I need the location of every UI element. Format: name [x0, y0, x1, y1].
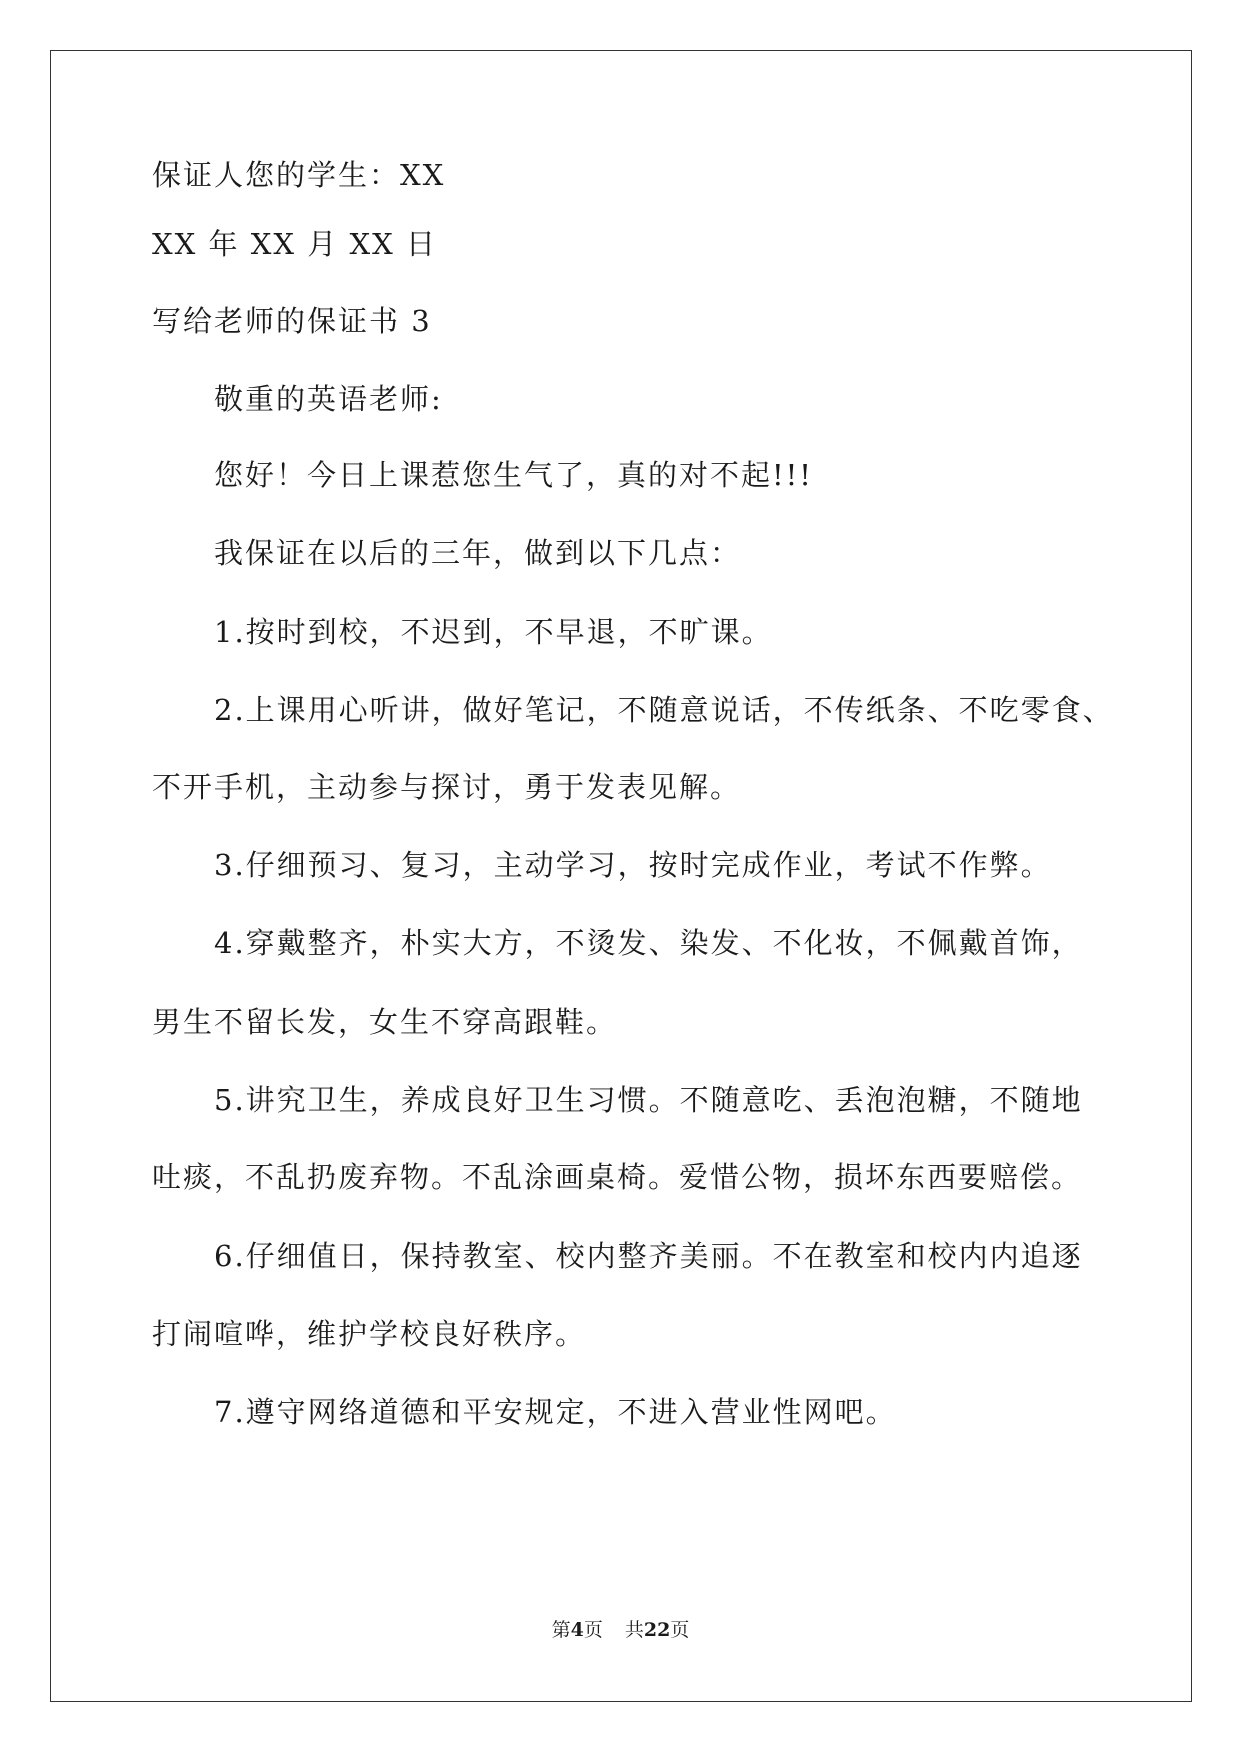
footer-prefix: 第: [551, 1619, 571, 1641]
item-2-line-1: 2.上课用心听讲，做好笔记，不随意说话，不传纸条、不吃零食、: [214, 693, 1114, 727]
item-4-line-1: 4.穿戴整齐，朴实大方，不烫发、染发、不化妆，不佩戴首饰，: [214, 926, 1083, 960]
item-6-line-2: 打闹喧哗，维护学校良好秩序。: [152, 1317, 587, 1351]
item-4-line-2: 男生不留长发，女生不穿高跟鞋。: [152, 1005, 618, 1039]
item-1: 1.按时到校，不迟到，不早退，不旷课。: [214, 615, 773, 649]
page-footer: [0, 1618, 1241, 1642]
guarantor-line: 保证人您的学生：XX: [152, 158, 446, 192]
salutation: 敬重的英语老师:: [214, 382, 443, 416]
paragraph-intro: 我保证在以后的三年，做到以下几点：: [214, 536, 742, 570]
footer-total-suffix: 页: [670, 1619, 690, 1641]
item-6-line-1: 6.仔细值日，保持教室、校内整齐美丽。不在教室和校内内追逐: [214, 1239, 1083, 1273]
item-2-line-2: 不开手机，主动参与探讨，勇于发表见解。: [152, 770, 742, 804]
item-3: 3.仔细预习、复习，主动学习，按时完成作业，考试不作弊。: [214, 848, 1052, 882]
item-5-line-2: 吐痰，不乱扔废弃物。不乱涂画桌椅。爱惜公物，损坏东西要赔偿。: [152, 1160, 1083, 1194]
footer-total-pages: 22: [643, 1619, 671, 1641]
item-5-line-1: 5.讲究卫生，养成良好卫生习惯。不随意吃、丢泡泡糖，不随地: [214, 1083, 1083, 1117]
paragraph-apology: 您好！今日上课惹您生气了，真的对不起!!!: [214, 458, 813, 492]
footer-total-prefix: 共: [624, 1619, 644, 1641]
footer-current-page: 4: [570, 1619, 584, 1641]
date-line: XX 年 XX 月 XX 日: [152, 227, 437, 261]
item-7: 7.遵守网络道德和平安规定，不进入营业性网吧。: [214, 1395, 897, 1429]
section-title: 写给老师的保证书 3: [152, 304, 432, 338]
footer-page-suffix: 页: [583, 1619, 603, 1641]
